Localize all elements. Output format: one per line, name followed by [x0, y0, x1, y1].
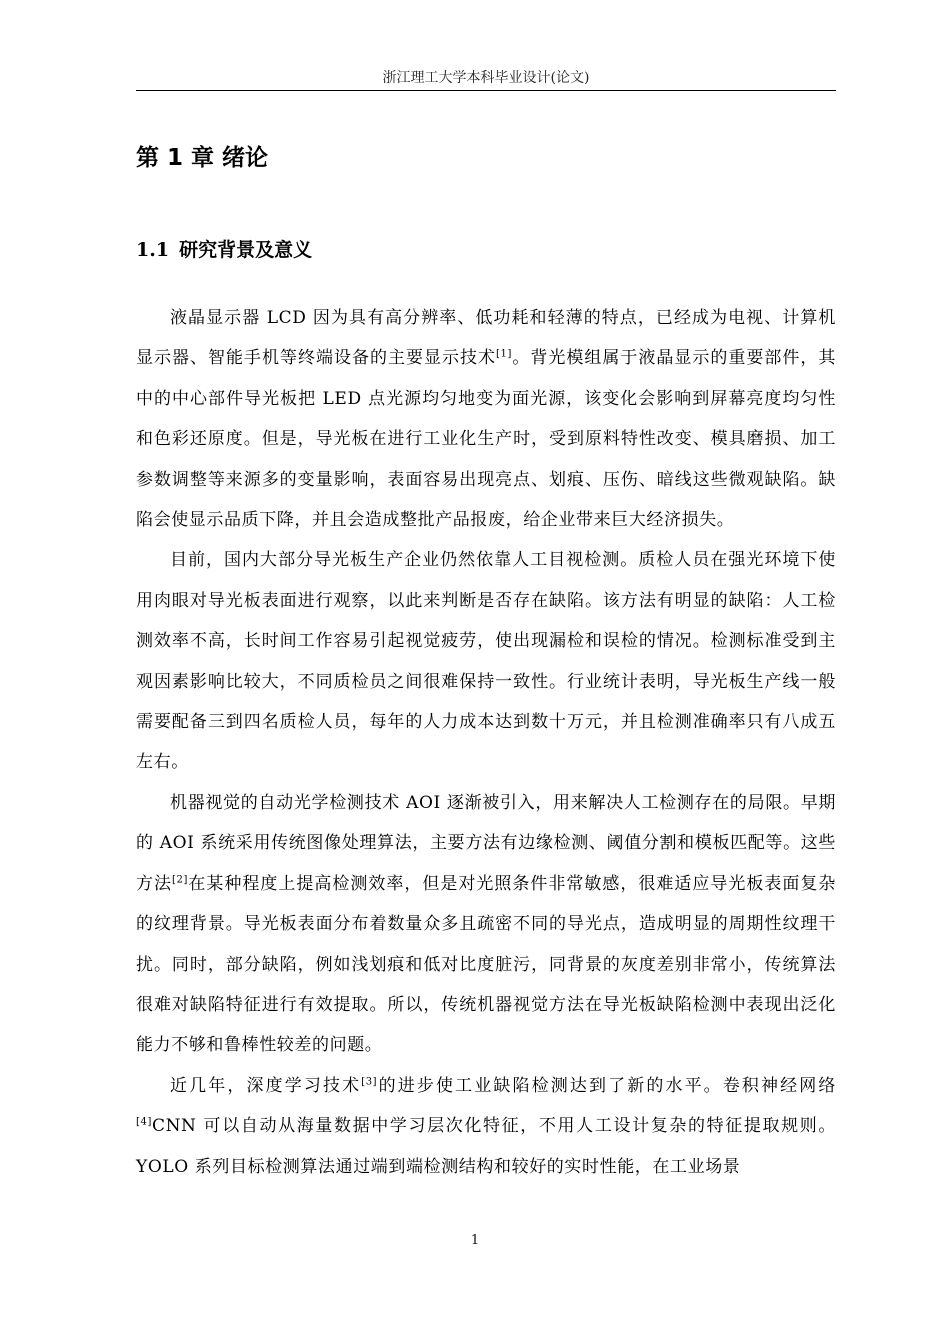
paragraph-text: 的进步使工业缺陷检测达到了新的水平。卷积神经网络: [377, 1075, 836, 1096]
section-heading: [136, 236, 312, 264]
paragraph-text: 目前，国内大部分导光板生产企业仍然依靠人工目视检测。质检人员在强光环境下使用肉眼对导光板表面进行观察，以此来判断是否存在缺陷。该方法有明显的缺陷：人工检测效率不高，长时间工作容易引起视觉疲劳，使出现漏检和误检的情况。检测标准受到主观因素影响比较大，不同质检员之间很难保持一致性。行业统计表明，导光板生产线一般需要配备三到四名质检人员，每年的人力成本达到数十万元，并且检测准确率只有八成五左右。: [136, 550, 836, 773]
paragraph-text: 液晶显示器 LCD 因为具有高分辨率、低功耗和轻薄的特点，已经成为电视、计算机显示器、智能手机等终端设备的主要显示技术: [136, 308, 836, 369]
chapter-title: 第 1 章 绪论: [136, 145, 269, 171]
running-header: 浙江理工大学本科毕业设计(论文): [136, 66, 836, 91]
body-text: [136, 298, 836, 1187]
paragraph: [136, 783, 836, 1066]
paragraph: [136, 298, 836, 540]
paragraph: [136, 540, 836, 782]
citation-ref: [4]: [136, 1116, 152, 1128]
paragraph-text: 近几年，深度学习技术: [170, 1075, 362, 1096]
paragraph: [136, 1066, 836, 1187]
section-title: 研究背景及意义: [179, 239, 313, 261]
paragraph-text: 在某种程度上提高检测效率，但是对光照条件非常敏感，很难适应导光板表面复杂的纹理背景。导光板表面分布着数量众多且疏密不同的导光点，造成明显的周期性纹理干扰。同时，部分缺陷，例如浅划痕和低对比度脏污，同背景的灰度差别非常小，传统算法很难对缺陷特征进行有效提取。所以，传统机器视觉方法在导光板缺陷检测中表现出泛化能力不够和鲁棒性较差的问题。: [136, 873, 837, 1056]
citation-ref: [3]: [361, 1076, 378, 1088]
citation-ref: [1]: [496, 348, 512, 360]
paragraph-text: 机器视觉的自动光学检测技术 AOI 逐渐被引入，用来解决人工检测存在的局限。早期的 AOI 系统采用传统图像处理算法，主要方法有边缘检测、阈值分割和模板匹配等。这些方法: [136, 792, 836, 894]
section-number: 1.1: [136, 239, 170, 261]
citation-ref: [2]: [172, 874, 188, 886]
paragraph-text: 。背光模组属于液晶显示的重要部件，其中的中心部件导光板把 LED 点光源均匀地变为面光源，该变化会影响到屏幕亮度均匀性和色彩还原度。但是，导光板在进行工业化生产时，受到原料特性改变、模具磨损、加工参数调整等来源多的变量影响，表面容易出现亮点、划痕、压伤、暗线这些微观缺陷。缺陷会使显示品质下降，并且会造成整批产品报废，给企业带来巨大经济损失。: [136, 348, 836, 531]
paragraph-text: CNN 可以自动从海量数据中学习层次化特征，不用人工设计复杂的特征提取规则。YOLO 系列目标检测算法通过端到端检测结构和较好的实时性能，在工业场景: [136, 1116, 836, 1177]
page-number: 1: [470, 1233, 480, 1248]
